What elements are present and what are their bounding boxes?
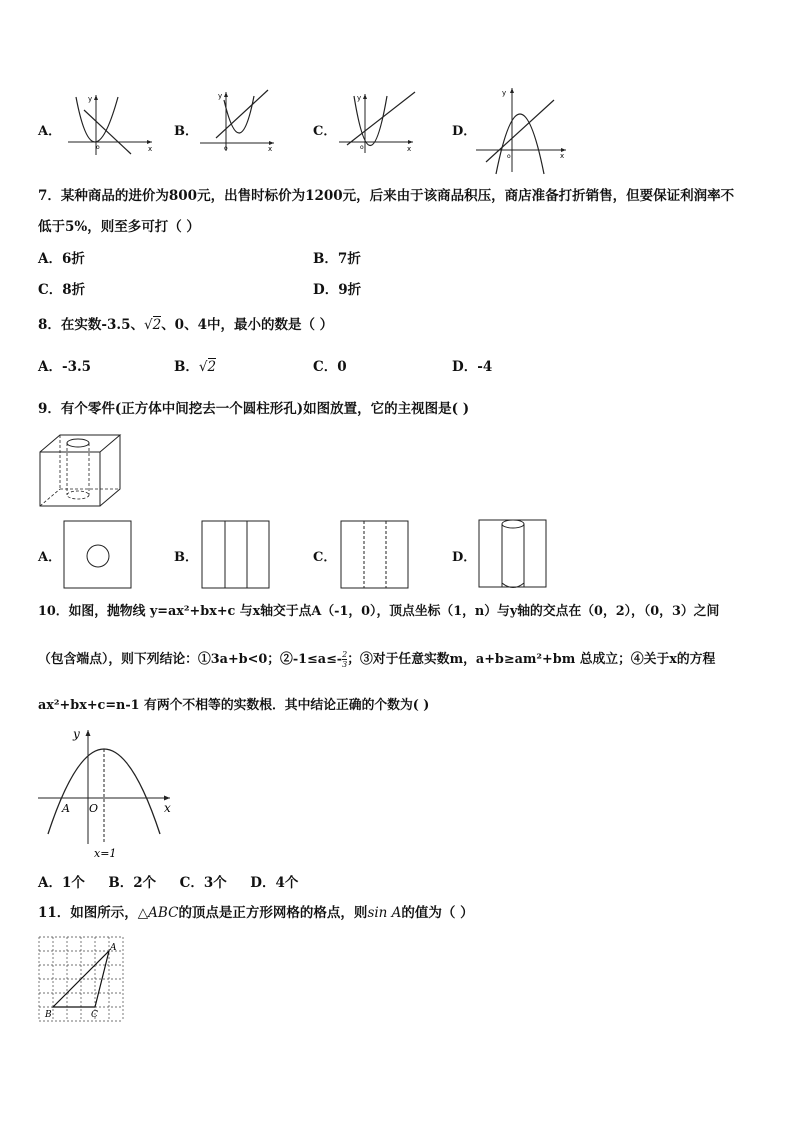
q7-option-a[interactable] [38, 250, 85, 268]
q9-option-b-letter[interactable]: B． [174, 550, 198, 565]
q7-stem-line2: 低于5%，则至多可打（ ） [38, 219, 200, 235]
option-letter: D． [313, 282, 339, 298]
vertex-b-label: B [45, 1010, 52, 1020]
vertex-a-label: A [110, 943, 117, 953]
q6-option-d-letter[interactable]: D． [452, 124, 477, 139]
q9-cube-figure [38, 433, 124, 509]
option-text: 6折 [61, 251, 85, 267]
q11-stem-part2: 的顶点是正方形网格的格点，则 [178, 905, 368, 921]
q8-stem [38, 316, 333, 334]
graph-y-label: y [73, 727, 80, 741]
q8-stem-part1: 8．在实数-3.5、 [38, 317, 144, 333]
q9-option-a-figure[interactable] [63, 520, 133, 590]
svg-text:x: x [407, 145, 412, 153]
option-text: 8折 [62, 282, 86, 298]
option-letter: B． [313, 251, 338, 267]
svg-text:o: o [224, 145, 228, 152]
q6-graph-c[interactable] [337, 90, 417, 155]
q8-option-c[interactable] [313, 358, 347, 376]
svg-text:o: o [96, 144, 100, 151]
graph-origin-label: O [89, 802, 99, 815]
q9-option-d-figure[interactable] [478, 516, 548, 590]
svg-text:y: y [218, 92, 223, 100]
sin-a-symbol: sin A [367, 905, 402, 921]
svg-text:y: y [357, 94, 362, 102]
q7-option-d[interactable] [313, 281, 361, 299]
vertex-c-label: C [91, 1010, 98, 1020]
option-letter: A． [38, 251, 62, 267]
q9-stem: 9．有个零件(正方体中间挖去一个圆柱形孔)如图放置，它的主视图是( ) [38, 401, 470, 417]
option-text: -3.5 [61, 359, 92, 375]
svg-text:o: o [360, 144, 364, 151]
q10-stem-line3: ax²+bx+c=n-1 有两个不相等的实数根．其中结论正确的个数为( ) [38, 698, 430, 713]
q8-stem-part2: 、0、4中，最小的数是（ ） [161, 317, 334, 333]
q8-option-a[interactable] [38, 358, 91, 376]
q8-option-b[interactable] [174, 358, 216, 376]
q6-option-b-letter[interactable]: B． [174, 124, 198, 139]
sqrt-2-symbol: √2 [198, 359, 217, 375]
option-text: 9折 [338, 282, 362, 298]
triangle-abc-symbol: △ABC [137, 905, 179, 921]
svg-text:y: y [88, 95, 93, 103]
q11-stem [38, 904, 474, 922]
option-letter: A． [38, 359, 62, 375]
q6-graph-a[interactable] [66, 92, 156, 157]
q6-graph-b[interactable] [198, 88, 278, 153]
q10-line2-part1: （包含端点），则下列结论：①3a+b<0；②-1≤a≤- [38, 652, 343, 667]
svg-text:y: y [502, 89, 507, 97]
q10-parabola-graph [36, 724, 176, 862]
graph-symmetry-label: x=1 [94, 847, 117, 860]
q9-option-d-letter[interactable]: D． [452, 550, 477, 565]
q6-option-c-letter[interactable]: C． [313, 124, 337, 139]
svg-text:x: x [560, 152, 565, 160]
q6-graph-d[interactable] [474, 84, 570, 176]
svg-text:o: o [507, 153, 511, 160]
option-letter: D． [452, 359, 478, 375]
q11-stem-part3: 的值为（ ） [401, 905, 474, 921]
q8-option-d[interactable] [452, 358, 492, 376]
svg-text:x: x [268, 145, 273, 153]
q7-option-b[interactable] [313, 250, 361, 268]
q7-stem-line1: 7．某种商品的进价为800元，出售时标价为1200元，后来由于该商品积压，商店准备打折销售，但要保证利润率不 [38, 188, 735, 204]
q9-option-a-letter[interactable]: A． [38, 550, 62, 565]
q10-line2-part2: ；③对于任意实数m，a+b≥am²+bm 总成立；④关于x的方程 [347, 652, 716, 667]
q10-stem-line1: 10．如图，抛物线 y=ax²+bx+c 与x轴交于点A（-1，0），顶点坐标（1，n）与y轴的交点在（0，2），（0，3）之间 [38, 604, 720, 619]
q6-option-a-letter[interactable]: A． [38, 124, 62, 139]
q10-options[interactable]: A．1个 B．2个 C．3个 D．4个 [38, 875, 299, 891]
option-letter: C． [313, 359, 338, 375]
option-text: -4 [477, 359, 493, 375]
q9-option-c-letter[interactable]: C． [313, 550, 337, 565]
sqrt-2-symbol: √2 [143, 317, 162, 333]
q9-option-c-figure[interactable] [340, 520, 410, 590]
graph-x-label: x [164, 801, 171, 815]
option-text: 7折 [337, 251, 361, 267]
q7-option-c[interactable] [38, 281, 85, 299]
svg-text:x: x [148, 145, 153, 153]
q9-option-b-figure[interactable] [201, 520, 271, 590]
q11-stem-part1: 11．如图所示， [38, 905, 138, 921]
q10-stem-line2 [38, 650, 715, 669]
q11-grid-figure [36, 934, 128, 1026]
option-letter: C． [38, 282, 63, 298]
option-text: 0 [337, 359, 347, 375]
fraction-two-thirds: $\frac{2}{3}$ [342, 650, 348, 669]
graph-point-a-label: A [62, 802, 70, 815]
option-letter: B． [174, 359, 199, 375]
